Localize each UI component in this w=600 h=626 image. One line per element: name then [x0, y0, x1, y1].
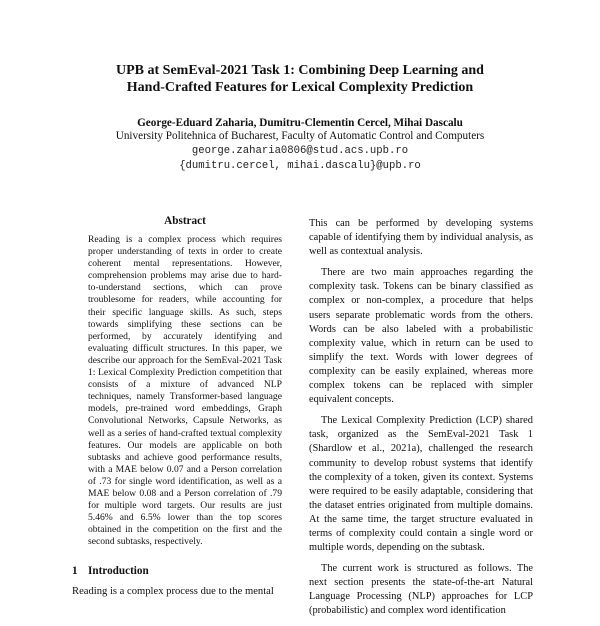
affiliation: University Politehnica of Bucharest, Faculty of Automatic Control and Computers — [115, 130, 485, 142]
right-column — [309, 217, 533, 626]
right-paragraph-2: There are two main approaches regarding the complexity task. Tokens can be binary classified as complex or non-complex, a procedure that helps users separate problematic words from the others. Words can be also labeled with a probabilistic complexity value, which in return can be used to simplify the text. Words with lower degrees of complexity can be easily explained, whereas more complex tokens can be replaced with simpler equivalent concepts. — [309, 267, 533, 406]
section-heading-introduction — [72, 564, 292, 578]
left-column — [88, 214, 282, 548]
title-line-2: Hand-Crafted Features for Lexical Complexity Prediction — [126, 80, 474, 95]
abstract-heading: Abstract — [164, 215, 206, 227]
author-list: George-Eduard Zaharia, Dumitru-Clementin Cercel, Mihai Dascalu — [137, 117, 463, 129]
section-number: 1 — [72, 565, 78, 577]
right-paragraph-4: The current work is structured as follows. The next section presents the state-of-the-art Natural Language Processing (NLP) approaches for LCP (probabilistic) and complex word identification — [309, 563, 533, 617]
right-paragraph-1: This can be performed by developing systems capable of identifying them by individual analysis, as well as contextual analysis. — [309, 218, 533, 258]
paper-title — [60, 62, 540, 96]
email-2: {dumitru.cercel, mihai.dascalu}@upb.ro — [179, 160, 421, 172]
section-title: Introduction — [88, 565, 149, 577]
right-paragraph-3: The Lexical Complexity Prediction (LCP) shared task, organized as the SemEval-2021 Task 1 (Shardlow et al., 2021a), challenged the research community to develop robust systems that identify the complexity of a token, given its context. Systems were required to be easily adaptable, considering that the dataset entries originated from multiple domains. At the same time, the target structure evaluated in terms of complexity could contain a single word or multiple words, depending on the subtask. — [309, 415, 533, 554]
email-1: george.zaharia0806@stud.acs.upb.ro — [191, 145, 409, 157]
title-line-1: UPB at SemEval-2021 Task 1: Combining Deep Learning and — [116, 63, 484, 78]
introduction-first-line: Reading is a complex process due to the mental — [72, 586, 274, 597]
abstract-text: Reading is a complex process which requires proper understanding of texts in order to create coherent mental representations. However, comprehension problems may arise due to hard-to-understand sections, which can prove troublesome for readers, while accounting for their specific language skills. As such, steps towards simplifying these sections can be performed, by accurately identifying and evaluating difficult structures. In this paper, we describe our approach for the SemEval-2021 Task 1: Lexical Complexity Prediction competition that consists of a mixture of advanced NLP techniques, namely Transformer-based language models, pre-trained word embeddings, Graph Convolutional Networks, Capsule Networks, as well as a series of hand-crafted textual complexity features. Our models are applicable on both subtasks and achieve good performance results, with a MAE below 0.07 and a Person correlation of .73 for single word identification, as well as a MAE below 0.08 and a Person correlation of .79 for multiple word targets. Our results are just 5.46% and 6.5% lower than the top scores obtained in the competition on the first and the second subtasks, respectively. — [88, 234, 282, 548]
